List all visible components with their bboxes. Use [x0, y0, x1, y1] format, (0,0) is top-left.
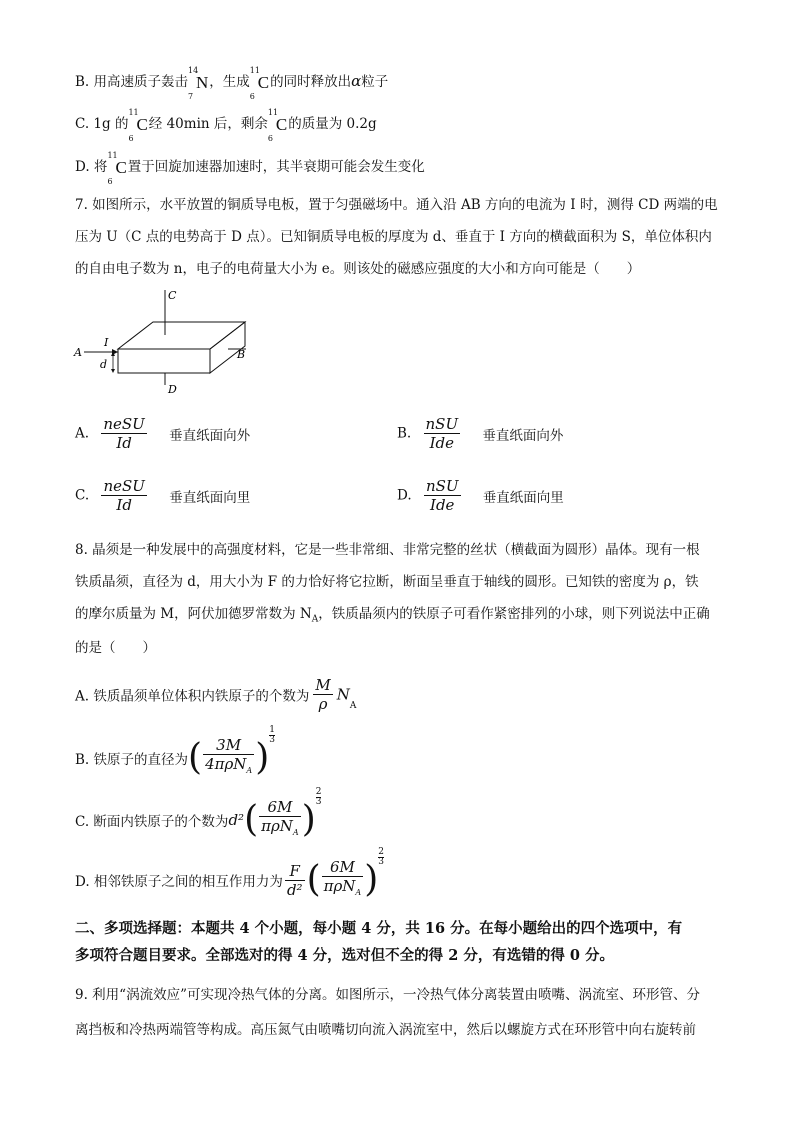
option-label: A. — [75, 425, 90, 442]
q8-option-c-fraction — [259, 798, 301, 842]
numerator: F — [285, 862, 305, 881]
option-text: D. 相邻铁原子之间的相互作用力为 — [75, 874, 283, 890]
section-2-heading-line-2: 多项符合题目要求。全部选对的得 4 分，选对但不全的得 2 分，有选错的得 0 分。 — [75, 947, 615, 964]
q8-line-1: 8. 晶须是一种发展中的高强度材料，它是一些非常细、非常完整的丝状（横截面为圆形）晶体。现有一根 — [75, 542, 700, 558]
denominator: Ide — [429, 434, 454, 452]
q8-option-a-fraction — [313, 676, 332, 713]
subscript: A — [246, 766, 253, 775]
d-squared: d² — [228, 811, 245, 829]
label-b: B — [237, 348, 246, 361]
q8-line-4: 的是（ ） — [75, 640, 156, 656]
q6-option-d-text: D. 将 — [75, 159, 108, 175]
direction-text: 垂直纸面向外 — [482, 427, 564, 444]
exponent-numerator: 1 — [269, 725, 275, 735]
option-text: A. 铁质晶须单位体积内铁原子的个数为 — [75, 688, 310, 705]
q7-option-d — [397, 477, 564, 514]
atomic-number: 6 — [128, 133, 134, 143]
option-text: C. 断面内铁原子的个数为 — [75, 814, 229, 830]
mass-number: 11 — [107, 150, 118, 160]
atomic-number: 7 — [188, 91, 194, 101]
right-paren: ) — [255, 737, 270, 778]
q9-line-2: 离挡板和冷热两端管等构成。高压氮气由喷嘴切向流入涡流室中，然后以螺旋方式在环形管中向右旋转前 — [75, 1022, 696, 1038]
avogadro-symbol: N — [336, 685, 350, 704]
mass-number: 11 — [267, 107, 279, 117]
alpha-symbol: α — [351, 72, 362, 90]
q8-option-b — [75, 725, 275, 780]
numerator: neSU — [103, 415, 145, 433]
denominator: Id — [116, 496, 132, 514]
denominator: d² — [286, 880, 303, 899]
option-label: C. — [75, 487, 90, 504]
option-label: D. — [397, 487, 412, 504]
atomic-number: 6 — [249, 91, 255, 101]
q7-option-c — [75, 477, 250, 514]
mass-number: 11 — [249, 65, 260, 75]
subscript: A — [349, 701, 357, 711]
nuclide-c11 — [107, 150, 127, 186]
label-a: A — [74, 346, 82, 359]
q7-line-3: 的自由电子数为 n，电子的电荷量大小为 e。则该处的磁感应强度的大小和方向可能是（ ） — [75, 261, 641, 277]
q8-option-d-fraction — [322, 858, 364, 902]
mass-number: 14 — [188, 65, 199, 75]
direction-text: 垂直纸面向外 — [169, 427, 251, 444]
right-paren: ) — [301, 799, 316, 840]
q6-option-c — [75, 107, 377, 143]
q6-option-d-post: 置于回旋加速器加速时，其半衰期可能会发生变化 — [127, 159, 425, 175]
nuclide-c11 — [128, 107, 148, 143]
q6-option-b-post2: 粒子 — [361, 74, 389, 90]
right-paren: ) — [364, 859, 379, 900]
denominator — [322, 877, 364, 902]
numerator: 6M — [322, 858, 364, 877]
option-text: B. 铁原子的直径为 — [75, 752, 189, 768]
option-label: B. — [397, 425, 412, 442]
q6-option-c-text: C. 1g 的 — [75, 116, 129, 132]
left-paren: ( — [306, 859, 321, 900]
direction-text: 垂直纸面向里 — [169, 489, 251, 506]
denominator-text: πρN — [323, 877, 356, 895]
exponent-denominator: 3 — [378, 857, 384, 867]
left-paren: ( — [188, 737, 203, 778]
denominator-text: πρN — [261, 817, 293, 835]
nuclide-n14 — [188, 65, 209, 101]
direction-text: 垂直纸面向里 — [482, 489, 564, 506]
plate-top-face — [118, 322, 245, 349]
element-symbol: C — [115, 157, 127, 177]
exponent — [378, 848, 384, 867]
plate-front-face — [118, 349, 210, 373]
exponent-numerator: 2 — [378, 847, 384, 857]
q6-option-b — [75, 65, 389, 101]
label-i: I — [104, 336, 109, 349]
atomic-number: 6 — [267, 133, 273, 143]
q7-line-1: 7. 如图所示，水平放置的铜质导电板，置于匀强磁场中。通入沿 AB 方向的电流为 I 时，测得 CD 两端的电 — [75, 197, 718, 213]
q8-line-2: 铁质晶须，直径为 d，用大小为 F 的力恰好将它拉断，断面呈垂直于轴线的圆形。已知铁的密度为 ρ，铁 — [75, 574, 699, 590]
numerator: nSU — [425, 477, 459, 495]
q8-option-b-fraction — [203, 736, 254, 780]
q8-option-c — [75, 787, 322, 842]
q9-line-1: 9. 利用“涡流效应”可实现冷热气体的分离。如图所示，一冷热气体分离装置由喷嘴、涡流室、环形管、分 — [75, 987, 700, 1003]
q6-option-b-mid: ，生成 — [209, 74, 250, 90]
q6-option-b-text: B. 用高速质子轰击 — [75, 74, 189, 90]
denominator — [259, 817, 301, 842]
q8-option-d — [75, 847, 384, 902]
element-symbol: C — [257, 72, 270, 92]
label-d: D — [168, 383, 177, 395]
numerator: nSU — [425, 415, 459, 433]
q7-option-a — [75, 415, 250, 452]
q7-conductor-plate-figure — [70, 285, 260, 395]
q7-line-2: 压为 U（C 点的电势高于 D 点）。已知铜质导电板的厚度为 d、垂直于 I 方向的横截面积为 S，单位体积内 — [75, 229, 712, 245]
q7-option-d-fraction — [424, 477, 461, 514]
arrow-down-icon — [111, 369, 115, 373]
numerator: neSU — [103, 477, 145, 495]
element-symbol: C — [275, 114, 288, 134]
left-paren: ( — [244, 799, 259, 840]
q8-option-a — [75, 676, 356, 713]
mass-number: 11 — [128, 107, 139, 117]
denominator-text: 4πρN — [205, 755, 247, 773]
subscript: A — [355, 888, 362, 897]
subscript: A — [292, 828, 299, 837]
denominator — [203, 755, 254, 780]
element-symbol: C — [136, 114, 148, 134]
element-symbol: N — [196, 72, 209, 92]
denominator: ρ — [318, 695, 328, 713]
exponent-denominator: 3 — [315, 797, 322, 807]
atomic-number: 6 — [107, 176, 113, 186]
q7-option-b-fraction — [424, 415, 461, 452]
denominator: Ide — [430, 496, 455, 514]
numerator: M — [315, 676, 331, 694]
exponent-denominator: 3 — [269, 735, 275, 745]
exponent — [316, 788, 322, 807]
numerator: 3M — [203, 736, 254, 755]
q8-line-3 — [75, 602, 710, 625]
q6-option-c-mid: 经 40min 后，剩余 — [148, 116, 268, 132]
denominator: Id — [116, 434, 132, 452]
label-d-thickness: d — [100, 358, 108, 371]
subscript: A — [311, 614, 319, 625]
q7-option-a-fraction — [101, 415, 146, 452]
nuclide-c11 — [249, 65, 270, 101]
q6-option-d — [75, 150, 425, 186]
q8-line-3-text: 的摩尔质量为 M，阿伏加德罗常数为 N — [75, 606, 312, 622]
nuclide-c11 — [267, 107, 288, 143]
q7-option-c-fraction — [101, 477, 146, 514]
label-c: C — [168, 289, 177, 302]
numerator: 6M — [259, 798, 301, 817]
exponent — [269, 726, 275, 745]
q8-option-d-force-fraction — [285, 862, 305, 899]
q7-option-b — [397, 415, 563, 452]
exponent-numerator: 2 — [315, 787, 322, 797]
q6-option-b-post1: 的同时释放出 — [270, 74, 352, 90]
q8-line-3-post: ，铁质晶须内的铁原子可看作紧密排列的小球，则下列说法中正确 — [318, 606, 710, 622]
section-2-heading-line-1: 二、多项选择题：本题共 4 个小题，每小题 4 分，共 16 分。在每小题给出的四个选项中，有 — [75, 920, 683, 937]
q6-option-c-post: 的质量为 0.2g — [288, 116, 377, 132]
